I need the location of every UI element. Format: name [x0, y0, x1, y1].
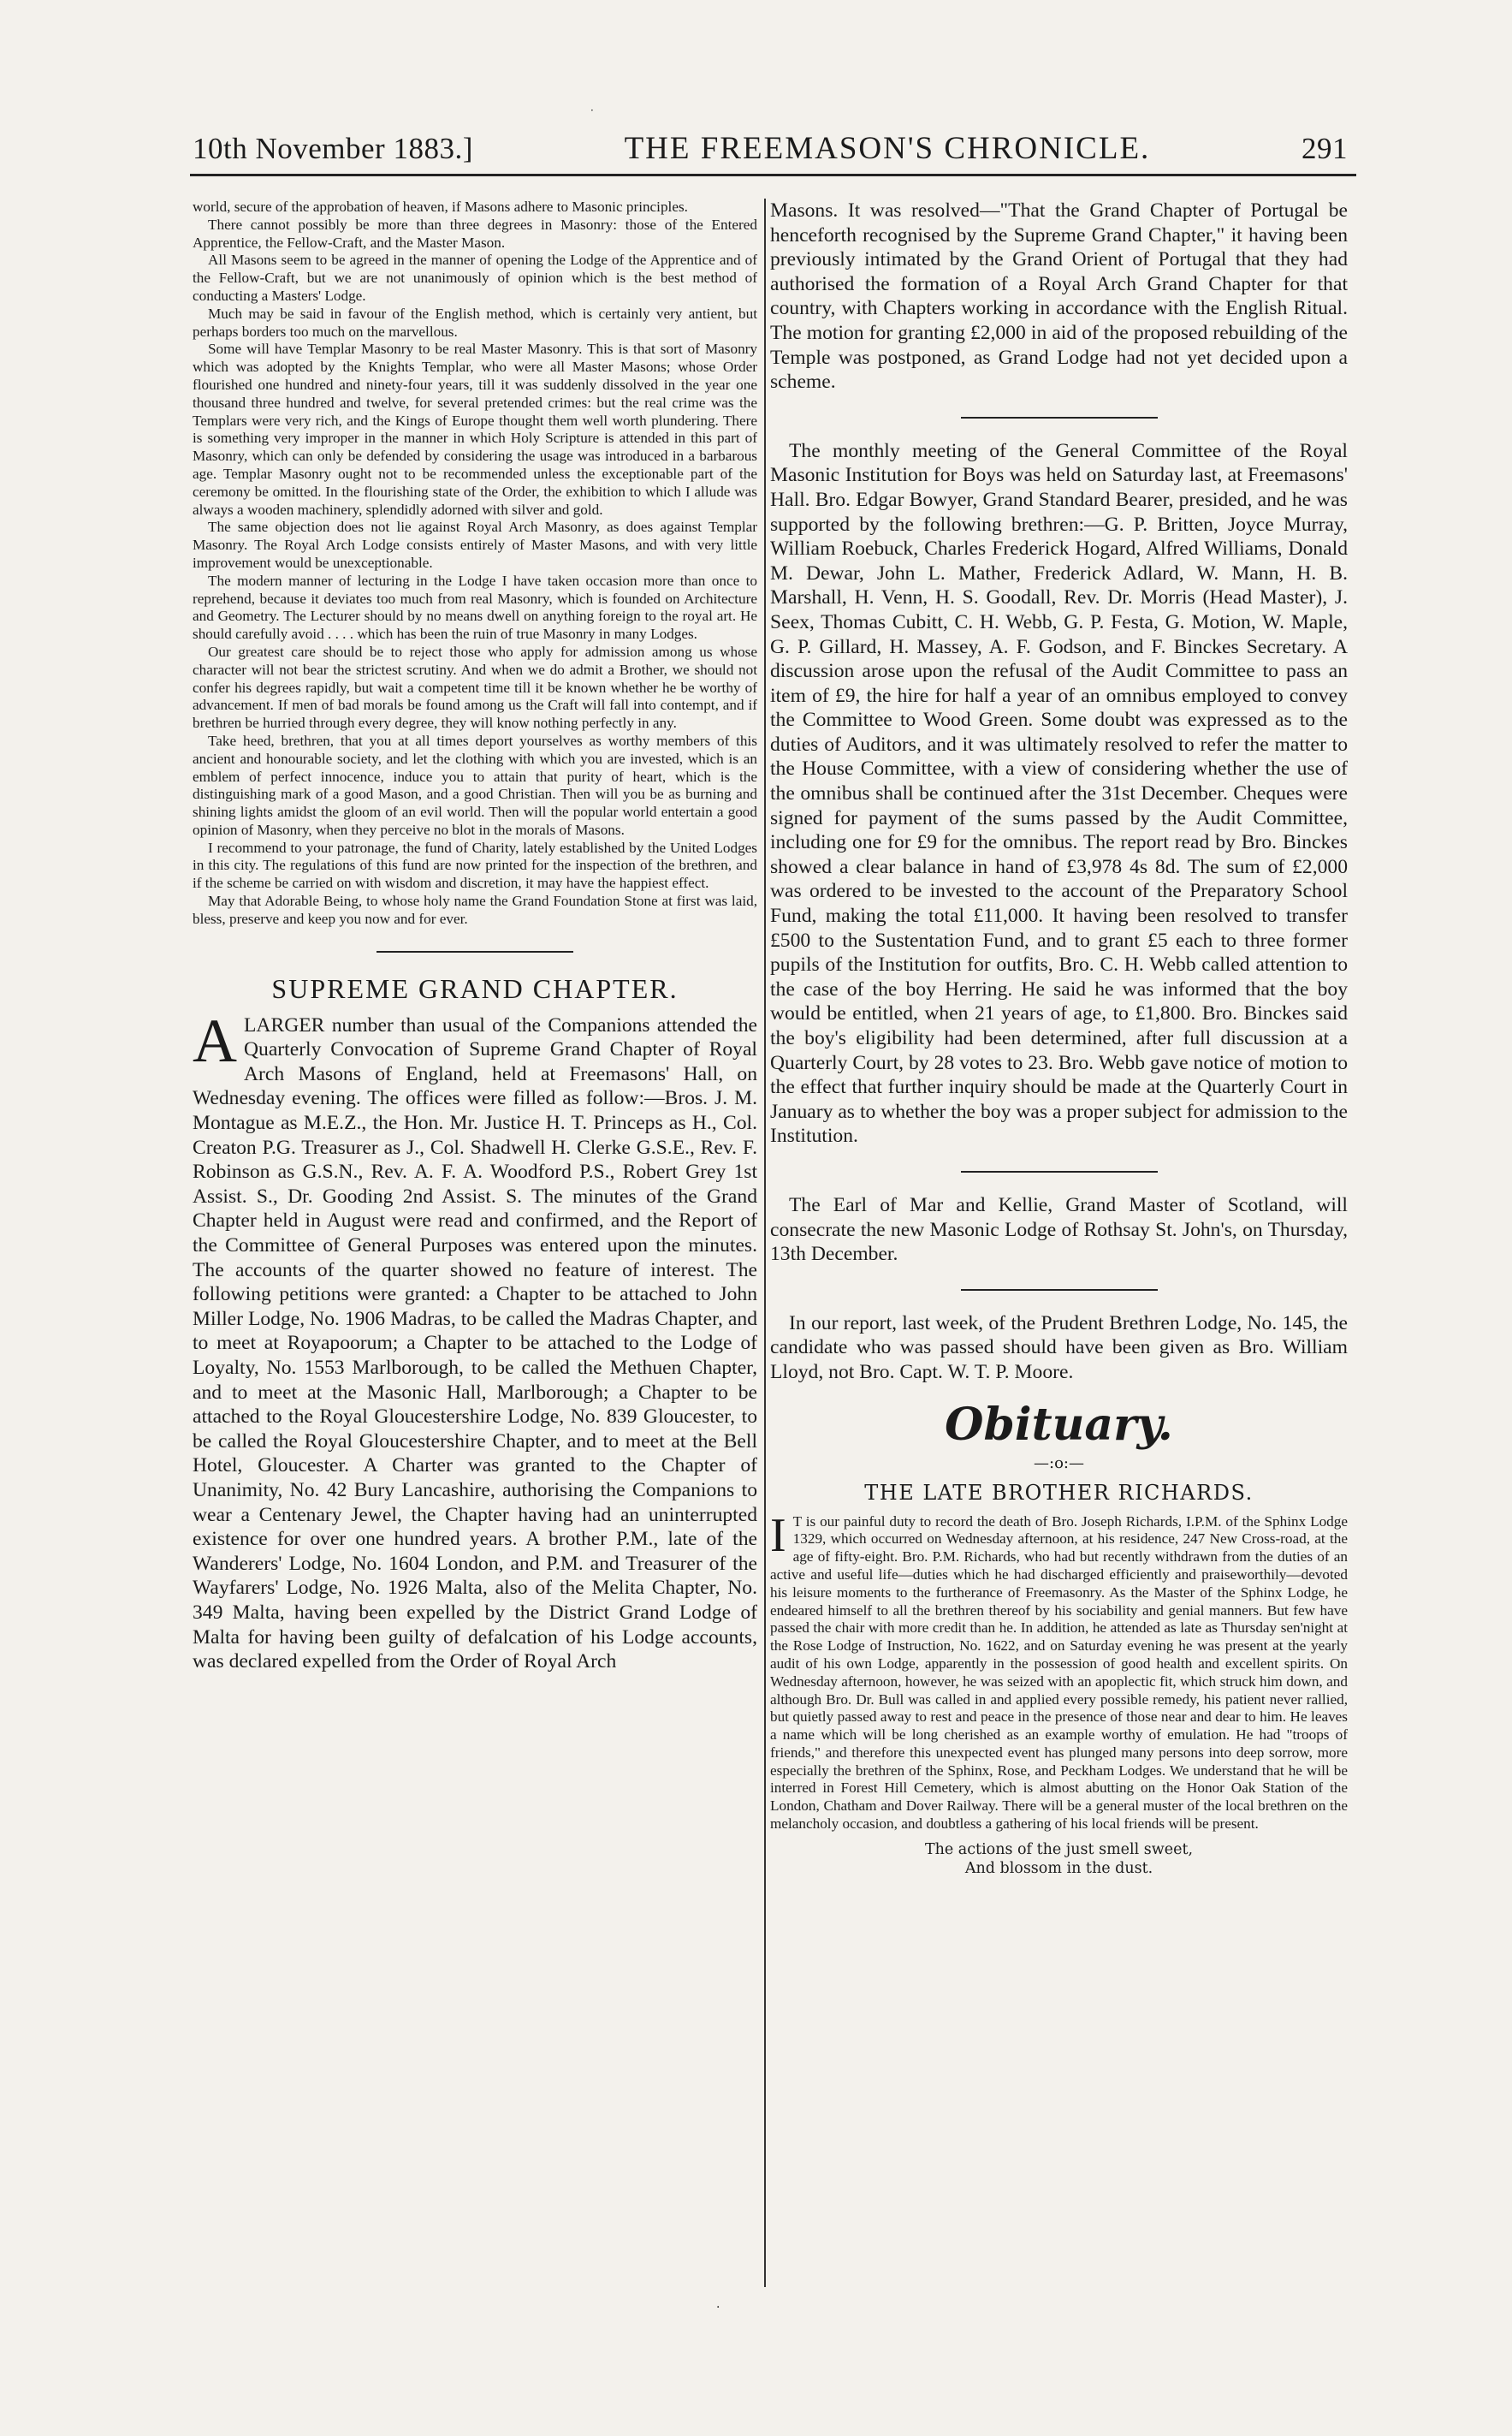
section-separator — [961, 1289, 1158, 1291]
section-separator — [377, 951, 573, 953]
essay-paragraph: May that Adorable Being, to whose holy name the Grand Foundation Stone at first was laid, bless, preserve and keep you now and for ever. — [193, 893, 757, 927]
correction-text: In our report, last week, of the Prudent Brethren Lodge, No. 145, the candidate who was passed should have been given as Bro. William Lloyd, not Bro. Capt. W. T. P. Moore. — [770, 1311, 1348, 1383]
column-divider — [764, 199, 766, 2287]
page-speck: · — [716, 2301, 720, 2314]
essay-paragraph: Some will have Templar Masonry to be real Master Masonry. This is that sort of Masonry which was adopted by the Knights Templar, who were all Master Masons; whose Order flourished one hundred and ninety-four years, till it was suddenly dissolved in the year one thousand three hundred and twelve, for several pretended crimes: but the real crime was the Templars were very rich, and the Kings of Europe thought them well worth plundering. There is something very improper in the manner in which Holy Scripture is attended in this part of Masonry, which can only be defended by considering the usage was introduced in a barbarous age. Templar Masonry ought not to be recommended unless the exceptionable part of the ceremony be omitted. In the flourishing state of the Order, the exhibition to which I allude was always a wooden machinery, splendidly adorned with silver and gold. — [193, 341, 757, 518]
chapter-article — [193, 1006, 757, 1674]
header-title: THE FREEMASON'S CHRONICLE. — [624, 131, 1151, 166]
earl-of-mar-text: The Earl of Mar and Kellie, Grand Master of Scotland, will consecrate the new Masonic Lodge of Rothsay St. John's, on Thursday, 13th December. — [770, 1193, 1348, 1266]
section-separator — [961, 1171, 1158, 1173]
header-date: 10th November 1883.] — [193, 132, 473, 165]
essay-paragraph: Our greatest care should be to reject those who apply for admission among us whose character will not bear the strictest scrutiny. And when we do admit a Brother, we should not confer his degrees rapidly, but wait a competent time till it be known whether he be worthy of advancement. If men of bad morals be found among us the Craft will fall into contempt, and if brethren be hurried through every degree, they will know nothing perfectly in any. — [193, 643, 757, 732]
right-column — [770, 199, 1348, 1878]
boys-institution-text: The monthly meeting of the General Committee of the Royal Masonic Institution for Boys was held on Saturday last, at Freemasons' Hall. Bro. Edgar Bowyer, Grand Standard Bearer, presided, and he was supported by the following brethren:—G. P. Britten, Joyce Murray, William Roebuck, Charles Frederick Hogard, Alfred Williams, Donald M. Dewar, John L. Mather, Frederick Adlard, W. Mann, H. B. Marshall, H. Venn, H. S. Goodall, Rev. Dr. Morris (Head Master), J. Seex, Thomas Cubitt, C. H. Webb, G. P. Festa, G. Motion, W. Maple, G. P. Gillard, H. Massey, A. F. Godson, and F. Binckes Secretary. A discussion arose upon the refusal of the Audit Committee to pass an item of £9, the hire for half a year of an omnibus employed to convey the Committee to Wood Green. Some doubt was expressed as to the duties of Auditors, and it was ultimately resolved to refer the matter to the House Committee, with a view of considering whether the use of the omnibus shall be continued after the 31st December. Cheques were signed for payment of the sums passed by the Audit Committee, including one for £9 for the omnibus. The report read by Bro. Binckes showed a clear balance in hand of £3,978 4s 8d. The sum of £2,000 was ordered to be invested to the account of the Preparatory School Fund, making the total £11,000. It having been resolved to transfer £500 to the Sustentation Fund, and to grant £5 each to three former pupils of the Institution for outfits, Bro. C. H. Webb called attention to the case of the boy Herring. He said he was informed that the boy would be entitled, when 21 years of age, to £1,800. Bro. Binckes said the boy's eligibility had been determined, after full discussion at a Quarterly Court, by 28 votes to 23. Bro. Webb gave notice of motion to the effect that further inquiry should be made at the Quarterly Court in January as to whether the boy was a proper subject for admission to the Institution. — [770, 439, 1348, 1148]
essay-paragraph: I recommend to your patronage, the fund of Charity, lately established by the United Lodges in this city. The regulations of this fund are now printed for the inspection of the brethren, and if the scheme be carried on with wisdom and discretion, it may have the happiest effect. — [193, 839, 757, 892]
header-rule — [190, 174, 1356, 176]
essay-paragraph: world, secure of the approbation of heaven, if Masons adhere to Masonic principles. — [193, 199, 688, 215]
chapter-text: LARGER number than usual of the Companions attended the Quarterly Convocation of Supreme Grand Chapter of Royal Arch Masons of England, held at Freemasons' Hall, on Wednesday evening. The offices were filled as follow:—Bros. J. M. Montague as M.E.Z., the Hon. Mr. Justice H. T. Princeps as H., Col. Creaton P.G. Treasurer as J., Col. Shadwell H. Clerke G.S.E., Rev. F. Robinson as G.S.N., Rev. A. F. A. Woodford P.S., Robert Grey 1st Assist. S., Dr. Gooding 2nd Assist. S. The minutes of the Grand Chapter held in August were read and confirmed, and the Report of the Committee of General Purposes was entered upon the minutes. The accounts of the quarter showed no feature of interest. The following petitions were granted: a Chapter to be attached to John Miller Lodge, No. 1906 Madras, to be called the Madras Chapter, and to meet at Royapoorum; a Chapter to be attached to the Lodge of Loyalty, No. 1553 Marlborough, to be called the Methuen Chapter, and to meet at the Masonic Hall, Marlborough; a Chapter to be attached to the Royal Gloucestershire Lodge, No. 839 Gloucester, to be called the Royal Gloucestershire Chapter, and to meet at the Bell Hotel, Gloucester. A Charter was granted to the Chapter of Unanimity, No. 42 Bury Lancashire, authorising the Companions to wear a Centenary Jewel, the Chapter having had an uninterrupted existence for over one hundred years. A brother P.M., late of the Wanderers' Lodge, No. 1604 London, and P.M. and Treasurer of the Wayfarers' Lodge, No. 1926 Malta, also of the Melita Chapter, No. 349 Malta, having been expelled by the District Grand Lodge of Malta for having been guilty of defalcation of his Lodge accounts, was declared expelled from the Order of Royal Arch — [193, 1013, 757, 1673]
boys-institution-section — [770, 439, 1348, 1149]
verse-line: The actions of the just smell sweet, — [924, 1840, 1194, 1858]
earl-of-mar-section — [770, 1193, 1348, 1267]
essay-section — [193, 199, 757, 929]
obituary-subheading: THE LATE BROTHER RICHARDS. — [864, 1480, 1254, 1505]
section-separator — [961, 417, 1158, 419]
essay-paragraph: There cannot possibly be more than three degrees in Masonry: those of the Entered Apprentice, the Fellow-Craft, and the Master Mason. — [193, 216, 757, 251]
essay-paragraph: Take heed, brethren, that you at all times deport yourselves as worthy members of this ancient and honourable society, and let the clothing with which you are invested, which is an emblem of perfect innocence, induce you to attain that purity of heart, which is the distinguishing mark of a good Mason, and a good Christian. Then will you be as burning and shining lights amidst the gloom of an evil world. Then will the popular world entertain a good opinion of Masonry, when they perceive no blot in the morals of Masons. — [193, 732, 757, 838]
essay-paragraph: The modern manner of lecturing in the Lodge I have taken occasion more than once to reprehend, because it deviates too much from real Masonry, which is founded on Architecture and Geometry. The Lecturer should by no means dwell on anything foreign to the royal art. He should carefully avoid . . . . which has been the ruin of true Masonry in many Lodges. — [193, 572, 757, 643]
correction-section — [770, 1311, 1348, 1385]
obituary-verse — [770, 1840, 1348, 1878]
chapter-continued-section — [770, 199, 1348, 395]
page-header — [193, 130, 1348, 171]
essay-paragraph: The same objection does not lie against Royal Arch Masonry, as does against Templar Masonry. The Royal Arch Lodge consists entirely of Master Masons, and with very little improvement would be unexceptionable. — [193, 519, 757, 571]
header-page-number: 291 — [1302, 132, 1348, 165]
chapter-dropcap: A — [193, 1006, 237, 1075]
obituary-article — [770, 1508, 1348, 1833]
chapter-heading: SUPREME GRAND CHAPTER. — [271, 972, 679, 1004]
chapter-continued-text: Masons. It was resolved—"That the Grand Chapter of Portugal be henceforth recognised by the Supreme Grand Chapter," it having been previously intimated by the Grand Orient of Portugal that they had authorised the formation of a Royal Arch Grand Chapter for that country, with Chapters working in accordance with the English Ritual. The motion for granting £2,000 in aid of the proposed rebuilding of the Temple was postponed, as Grand Lodge had not yet decided upon a scheme. — [770, 199, 1348, 394]
obituary-text: T is our painful duty to record the death of Bro. Joseph Richards, I.P.M. of the Sphinx Lodge 1329, which occurred on Wednesday afternoon, at his residence, 247 New Cross-road, at the age of fifty-eight. Bro. P.M. Richards, who had but recently withdrawn from the duties of an active and useful life—duties which he had discharged efficiently and praiseworthily—devoted his leisure moments to the furtherance of Freemasonry. As the Master of the Sphinx Lodge, he endeared himself to all the brethren thereof by his sociability and genial manners. But few have passed the chair with more credit than he. In addition, he attended as late as Thursday sen'night at the Rose Lodge of Instruction, No. 1622, and on Saturday evening he was present at the yearly audit of his own Lodge, apparently in the possession of good health and excellent spirits. On Wednesday afternoon, however, he was seized with an apoplectic fit, which struck him down, and although Bro. Dr. Bull was called in and applied every possible remedy, his patient never rallied, but quietly passed away to rest and peace in the presence of those near and dear to him. He leaves a name which will be long cherished as an example worthy of emulation. He had "troops of friends," and therefore this unexpected event has plunged many persons into deep sorrow, more especially the brethren of the Sphinx, Rose, and Peckham Lodges. We understand that he will be interred in Forest Hill Cemetery, which is almost abutting on the Honor Oak Station of the London, Chatham and Dover Railway. There will be a general muster of the local brethren on the melancholy occasion, and doubtless a gathering of his local friends will be present. — [770, 1512, 1348, 1833]
obituary-dropcap: I — [770, 1508, 786, 1562]
left-column — [193, 199, 757, 1674]
obituary-title: Obituary. — [945, 1398, 1173, 1451]
essay-paragraph: Much may be said in favour of the English method, which is certainly very antient, but perhaps borders too much on the marvellous. — [193, 305, 757, 340]
verse-line: And blossom in the dust. — [964, 1859, 1153, 1877]
page-speck: · — [590, 104, 594, 116]
obituary-ornament: —:o:— — [1034, 1453, 1084, 1472]
essay-paragraph: All Masons seem to be agreed in the manner of opening the Lodge of the Apprentice and of the Fellow-Craft, but we are not unanimously of opinion which is the best method of conducting a Masters' Lodge. — [193, 252, 757, 304]
